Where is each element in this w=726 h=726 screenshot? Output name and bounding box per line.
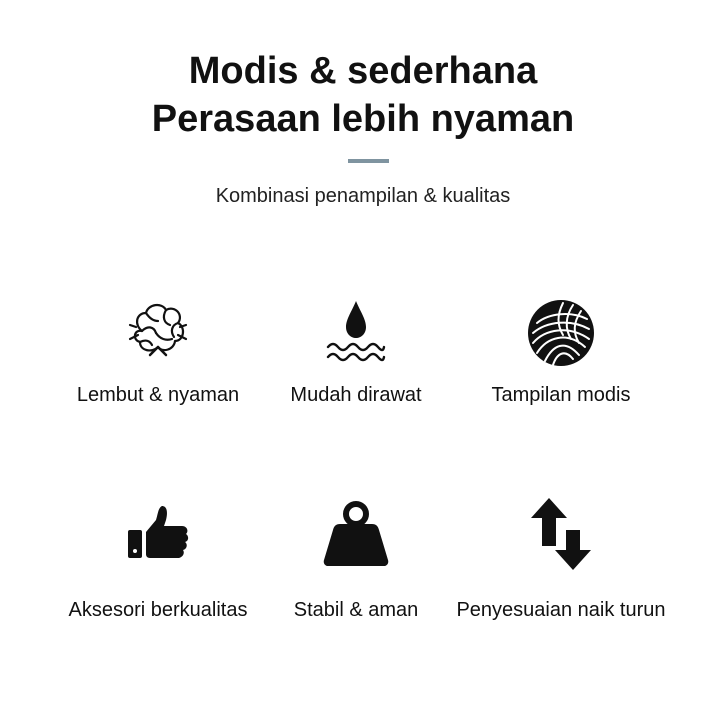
- feature-easy-care: [236, 295, 476, 435]
- title-divider: [348, 159, 389, 163]
- feature-label: Mudah dirawat: [290, 384, 422, 406]
- feature-label: Aksesori berkualitas: [68, 599, 248, 621]
- title-line-1: Modis & sederhana: [188, 50, 538, 92]
- feature-label: Lembut & nyaman: [76, 384, 240, 406]
- feature-stylish-look: [441, 295, 681, 435]
- feature-label: Tampilan modis: [491, 384, 631, 406]
- thumbs-up-icon: [120, 496, 196, 572]
- feature-label: Stabil & aman: [293, 599, 419, 621]
- water-drop-icon: [318, 295, 394, 371]
- feature-stable-safe: [236, 496, 476, 636]
- cotton-icon: [120, 295, 196, 371]
- weight-icon: [318, 496, 394, 572]
- subtitle: Kombinasi penampilan & kualitas: [215, 185, 511, 207]
- up-down-arrows-icon: [523, 496, 599, 572]
- feature-label: Penyesuaian naik turun: [456, 599, 666, 621]
- feature-height-adjustment: [441, 496, 681, 636]
- title-line-2: Perasaan lebih nyaman: [151, 98, 575, 140]
- yarn-swirl-icon: [523, 295, 599, 371]
